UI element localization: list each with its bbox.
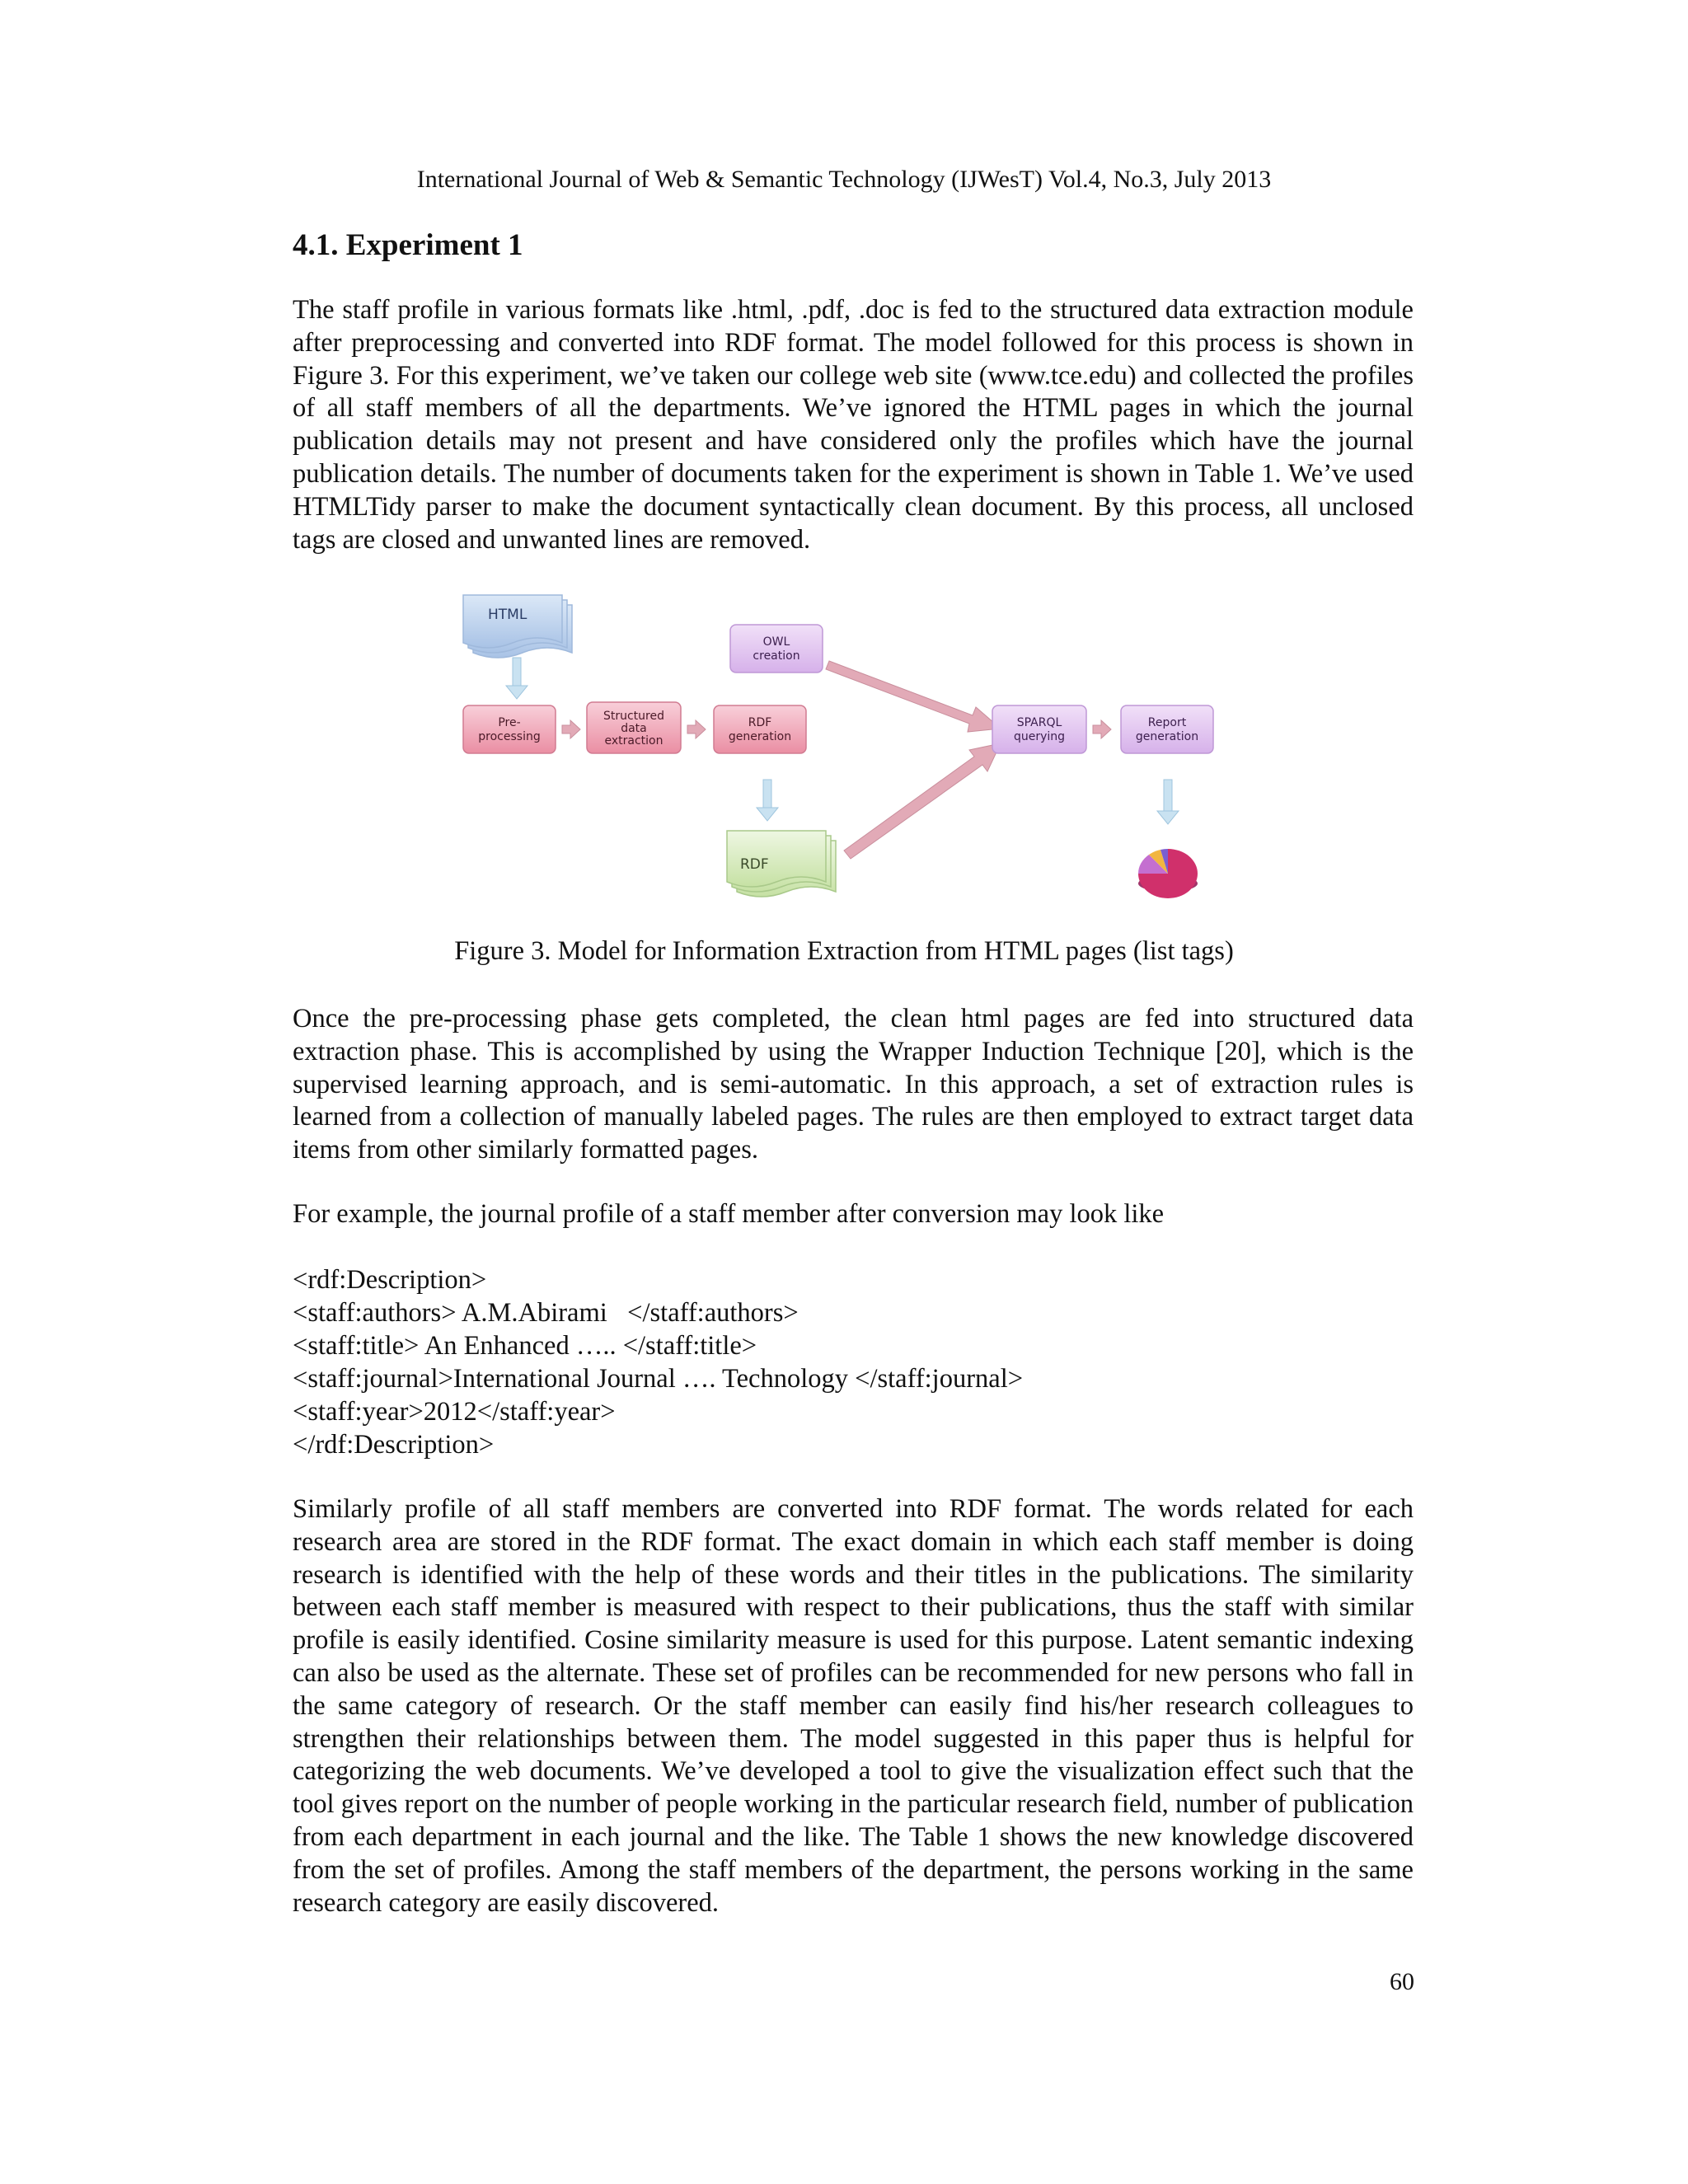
report-label-1: Report xyxy=(1147,716,1187,729)
report-generation-node xyxy=(1121,705,1213,753)
arrow-rdfgen-to-rdfdoc xyxy=(757,780,778,821)
rdf-generation-label-2: generation xyxy=(728,730,792,743)
code-line: <staff:year>2012</staff:year> xyxy=(293,1397,616,1427)
owl-label-2: creation xyxy=(753,649,800,663)
code-line: <staff:journal>International Journal …. Technology </staff:journal> xyxy=(293,1364,1024,1394)
rdf-document-label: RDF xyxy=(740,856,769,873)
code-line: </rdf:Description> xyxy=(293,1430,495,1460)
code-line: <rdf:Description> xyxy=(293,1265,487,1295)
figure-caption: Figure 3. Model for Information Extraction from HTML pages (list tags) xyxy=(454,936,1234,966)
paragraph-preprocessing: Once the pre-processing phase gets completed, the clean html pages are fed into structured data extraction phase. This is accomplished by using the Wrapper Induction Technique [20], which is the supervised learning approach, and is semi-automatic. In this approach, a set of extraction rules is learned from a collection of manually labeled pages. The rules are then employed to extract target data items from other similarly formatted pages. xyxy=(293,1004,1414,1165)
arrow-owl-to-sparql xyxy=(826,661,1001,732)
figure-3-diagram xyxy=(462,593,1228,915)
sparql-querying-node xyxy=(992,705,1086,753)
html-document-node xyxy=(463,595,572,658)
section-title: 4.1. Experiment 1 xyxy=(293,228,523,262)
preprocessing-label-1: Pre- xyxy=(498,716,521,729)
preprocessing-node xyxy=(463,705,556,753)
rdf-code-example xyxy=(293,1263,1023,1461)
code-line: <staff:title> An Enhanced ….. </staff:title> xyxy=(293,1331,757,1361)
paragraph-similarity: Similarly profile of all staff members are converted into RDF format. The words related for each research area are stored in the RDF format. The exact domain in which each staff member is doing research is identified with the help of these words and their titles in the publications. The similarity between each staff member is measured with respect to their publications, thus the staff with similar profile is easily identified. Cosine similarity measure is used for this purpose. Latent semantic indexing can also be used as the alternate. These set of profiles can be recommended for new persons who fall in the same category of research. Or the staff member can easily find his/her research colleagues to strengthen their relationships between them. The model suggested in this paper thus is helpful for categorizing the web documents. We’ve developed a tool to give the visualization effect such that the tool gives report on the number of people working in the particular research field, number of publication from each department in each journal and the like. The Table 1 shows the new knowledge discovered from the set of profiles. Among the staff members of the department, the persons working in the same research category are easily discovered. xyxy=(293,1494,1414,1918)
sde-label-1: Structured xyxy=(603,710,665,723)
pie-chart-icon xyxy=(1138,849,1198,898)
running-header: International Journal of Web & Semantic Technology (IJWesT) Vol.4, No.3, July 2013 xyxy=(416,166,1272,193)
report-label-2: generation xyxy=(1135,730,1199,743)
arrow-sde-to-rdfgen xyxy=(687,720,706,738)
sparql-label-1: SPARQL xyxy=(1016,716,1062,729)
rdf-generation-node xyxy=(714,705,806,753)
sde-label-3: extraction xyxy=(604,734,663,748)
paragraph-example-intro: For example, the journal profile of a staff member after conversion may look like xyxy=(293,1199,1165,1229)
preprocessing-label-2: processing xyxy=(478,730,541,743)
page-number: 60 xyxy=(1390,1968,1414,1995)
owl-creation-node xyxy=(730,625,823,673)
code-line: <staff:authors> A.M.Abirami </staff:authors> xyxy=(293,1298,799,1328)
sparql-label-2: querying xyxy=(1013,730,1066,743)
arrow-rdfdoc-to-sparql xyxy=(844,743,1001,859)
rdf-document-node xyxy=(727,831,836,897)
structured-data-extraction-node xyxy=(587,702,681,753)
arrow-sparql-to-report xyxy=(1093,720,1111,738)
arrow-pre-to-sde xyxy=(562,720,580,738)
sde-label-2: data xyxy=(621,722,647,735)
arrow-html-to-preprocessing xyxy=(506,658,528,699)
rdf-generation-label-1: RDF xyxy=(748,716,772,729)
arrow-report-to-pie xyxy=(1157,780,1179,824)
owl-label-1: OWL xyxy=(762,635,790,649)
paragraph-experiment-intro: The staff profile in various formats like .html, .pdf, .doc is fed to the structured data extraction module after preprocessing and converted into RDF format. The model followed for this process is shown in Figure 3. For this experiment, we’ve taken our college web site (www.tce.edu) and collected the profiles of all staff members of all the departments. We’ve ignored the HTML pages in which the journal publication details may not present and have considered only the profiles which have the journal publication details. The number of documents taken for the experiment is shown in Table 1. We’ve used HTMLTidy parser to make the document syntactically clean document. By this process, all unclosed tags are closed and unwanted lines are removed. xyxy=(293,295,1414,555)
html-document-label: HTML xyxy=(488,607,528,623)
